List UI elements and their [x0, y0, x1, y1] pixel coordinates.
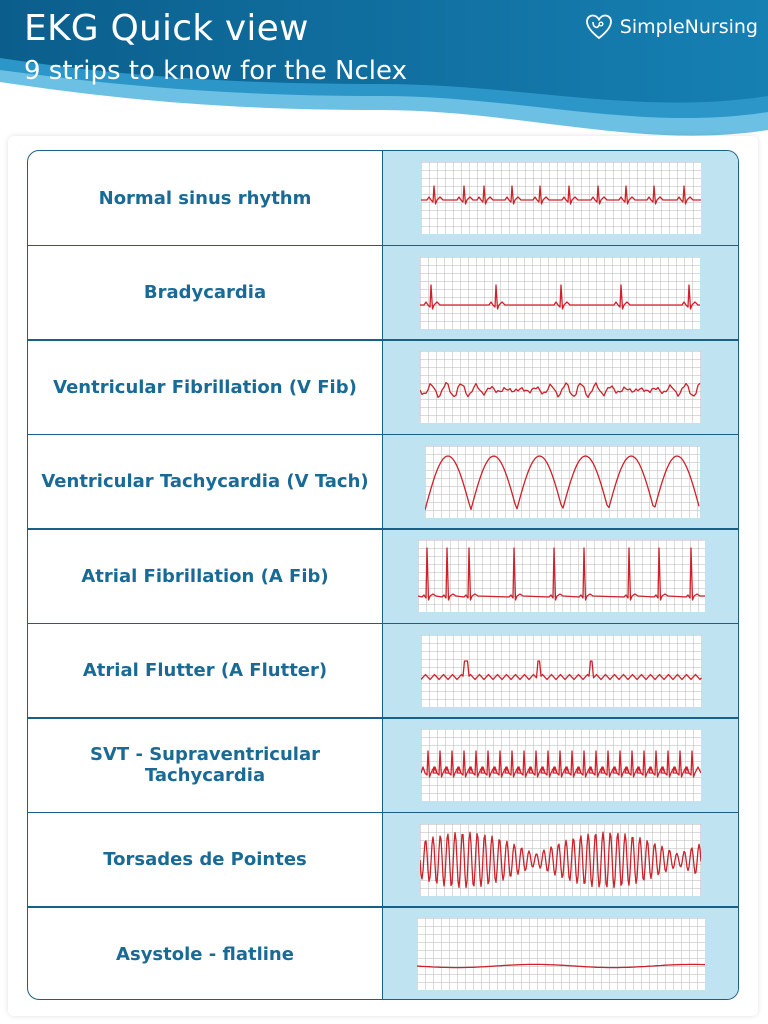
- ekg-trace: [425, 456, 699, 510]
- ekg-trace: [420, 383, 700, 398]
- row-divider: [28, 434, 738, 436]
- page-subtitle: 9 strips to know for the Nclex: [24, 56, 407, 86]
- rhythm-label: Atrial Flutter (A Flutter): [82, 660, 328, 682]
- row-divider: [28, 245, 738, 247]
- rhythm-row: [28, 718, 738, 813]
- header-banner: [0, 0, 768, 150]
- rhythm-row: [28, 813, 738, 908]
- ekg-trace: [421, 661, 702, 680]
- row-divider: [28, 528, 738, 530]
- rhythm-strip-cell: [383, 529, 738, 624]
- ekg-trace: [420, 285, 700, 309]
- rhythm-row: [28, 435, 738, 530]
- rhythm-row: [28, 246, 738, 341]
- rhythm-strip-cell: [383, 246, 738, 341]
- ekg-rhythm-table: [27, 150, 739, 1000]
- rhythm-row: [28, 529, 738, 624]
- ekg-strip-vtach: [425, 446, 700, 518]
- rhythm-label: Asystole - flatline: [116, 943, 294, 965]
- ekg-strip-asystole: [417, 918, 705, 990]
- brand-logo: [584, 12, 758, 42]
- rhythm-label-cell: [28, 246, 383, 341]
- rhythm-label-cell: [28, 718, 383, 813]
- rhythm-row: [28, 340, 738, 435]
- rhythm-label-cell: [28, 813, 383, 908]
- row-divider: [28, 623, 738, 625]
- rhythm-label-cell: [28, 340, 383, 435]
- ekg-trace: [421, 751, 701, 777]
- rhythm-label: Ventricular Fibrillation (V Fib): [53, 376, 357, 398]
- row-divider: [28, 812, 738, 814]
- ekg-trace: [418, 548, 705, 600]
- rhythm-strip-cell: [383, 624, 738, 719]
- rhythm-row: [28, 151, 738, 246]
- row-divider: [28, 906, 738, 908]
- rhythm-label-cell: [28, 151, 383, 246]
- rhythm-strip-cell: [383, 813, 738, 908]
- row-divider: [28, 717, 738, 719]
- ekg-strip-aflutter: [421, 635, 702, 707]
- rhythm-label: Atrial Fibrillation (A Fib): [81, 565, 329, 587]
- ekg-strip-svt: [421, 729, 701, 801]
- rhythm-label: Ventricular Tachycardia (V Tach): [41, 471, 369, 493]
- ekg-trace: [421, 186, 701, 204]
- ekg-strip-brady: [420, 257, 700, 329]
- rhythm-strip-cell: [383, 151, 738, 246]
- ekg-strip-vfib: [420, 351, 701, 423]
- ekg-strip-afib: [418, 540, 705, 612]
- rhythm-label-cell: [28, 435, 383, 530]
- ekg-trace: [420, 832, 701, 888]
- rhythm-label-cell: [28, 529, 383, 624]
- page-title: EKG Quick view: [24, 8, 309, 49]
- rhythm-strip-cell: [383, 907, 738, 1000]
- rhythm-label-cell: [28, 907, 383, 1000]
- rhythm-row: [28, 624, 738, 719]
- ekg-strip-nsr: [421, 162, 701, 234]
- rhythm-label: SVT - Supraventricular Tachycardia: [90, 744, 320, 787]
- ekg-strip-torsades: [420, 824, 701, 896]
- heart-stethoscope-icon: [584, 12, 614, 42]
- rhythm-strip-cell: [383, 718, 738, 813]
- rhythm-label: Normal sinus rhythm: [98, 187, 312, 209]
- rhythm-row: [28, 907, 738, 1000]
- rhythm-strip-cell: [383, 340, 738, 435]
- rhythm-label: Bradycardia: [143, 282, 267, 304]
- row-divider: [28, 339, 738, 341]
- ekg-trace: [417, 964, 705, 967]
- rhythm-strip-cell: [383, 435, 738, 530]
- brand-name: SimpleNursing: [619, 16, 758, 38]
- rhythm-label: Torsades de Pointes: [103, 849, 307, 871]
- rhythm-label-cell: [28, 624, 383, 719]
